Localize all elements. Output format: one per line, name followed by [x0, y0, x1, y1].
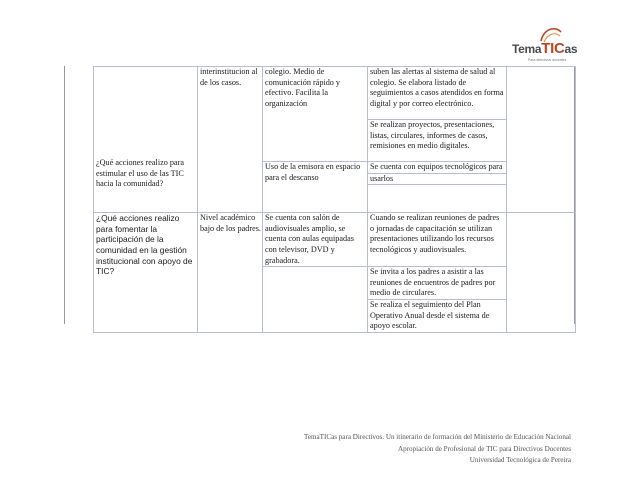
logo-tagline: Para directivos docentes: [528, 58, 567, 62]
cell-actions: Se realiza el seguimiento del Plan Operativo Anual desde el sistema de apoyo escolar.: [368, 299, 507, 332]
left-margin-rule: [64, 66, 65, 324]
cell-resources: Se cuenta con salón de audiovisuales amplio, se cuenta con aulas equipadas con televisor, DVD y grabadora.: [263, 213, 368, 267]
cell-actions: Se cuenta con equipos tecnológicos para: [368, 162, 507, 174]
cell-actions: usarlos: [368, 173, 507, 185]
question-cell-participation: ¿Qué acciones realizo para fomentar la participación de la comunidad en la gestión institucional con apoyo de TIC?: [94, 213, 198, 333]
cell-actions: Se invita a los padres a asistir a las reuniones de encuentros de padres por medio de circulares.: [368, 267, 507, 300]
logo-wordmark: TemaTICas: [512, 40, 578, 57]
actions-table: [93, 66, 576, 333]
question-cell-community: ¿Qué acciones realizo para estimular el uso de las TIC hacia la comunidad?: [94, 67, 198, 213]
cell-resources: colegio. Medio de comunicación rápido y efectivo. Facilita la organización: [263, 67, 368, 162]
cell-difficulties: Nivel académico bajo de los padres.: [198, 213, 263, 333]
footer-line-2: Apropiación de Profesional de TIC para Directivos Docentes: [397, 444, 571, 453]
page-footer: [304, 432, 571, 467]
cell-empty: [507, 67, 576, 213]
footer-line-1: TemaTICas para Directivos. Un itinerario de formación del Ministerio de Educación Nacional: [304, 433, 571, 441]
cell-actions: Se realizan proyectos, presentaciones, listas, circulares, informes de casos, remisiones en medio digitales.: [368, 120, 507, 162]
cell-resources: [263, 267, 368, 333]
cell-resources: Uso de la emisora en espacio para el descanso: [263, 162, 368, 213]
cell-empty: [507, 213, 576, 333]
cell-actions: Cuando se realizan reuniones de padres o jornadas de capacitación se utilizan presentaciones utilizando los recursos tecnológicos y audiovisuales.: [368, 213, 507, 267]
cell-difficulties: interinstitucion al de los casos.: [198, 67, 263, 213]
cell-actions: suben las alertas al sistema de salud al colegio. Se elabora listado de seguimientos a casos atendidos en forma digital y por correo electrónico.: [368, 67, 507, 120]
tematicas-logo: [512, 24, 576, 68]
footer-line-3: Universidad Tecnológica de Pereira: [469, 456, 571, 465]
cell-actions: [368, 185, 507, 213]
